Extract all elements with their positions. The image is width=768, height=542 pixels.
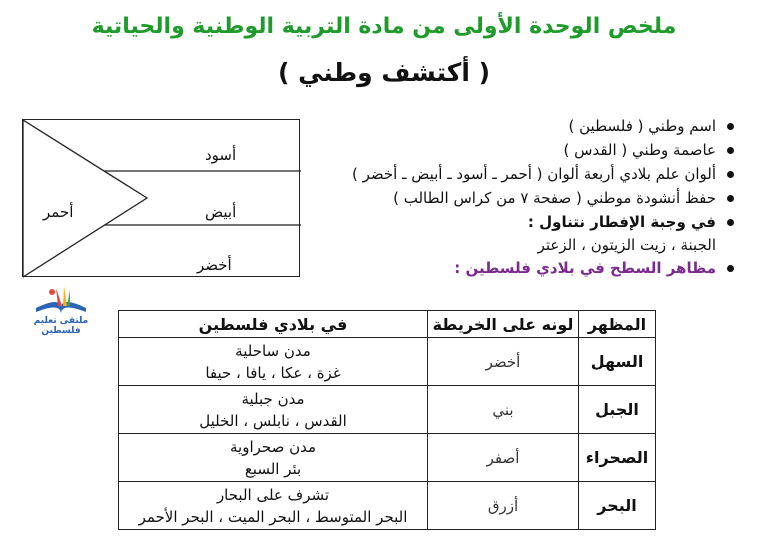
location-line: القدس ، نابلس ، الخليل bbox=[199, 411, 347, 430]
flag-diagram bbox=[22, 119, 300, 277]
feature-location bbox=[119, 482, 428, 530]
site-logo bbox=[18, 282, 104, 336]
feature-color: أصفر bbox=[428, 434, 579, 482]
table-row bbox=[119, 434, 656, 482]
flag-triangle bbox=[23, 120, 147, 277]
list-item: حفظ أنشودة موطني ( صفحة ٧ من كراس الطالب ) bbox=[298, 186, 738, 210]
feature-color: أخضر bbox=[428, 338, 579, 386]
flag-label-black: أسود bbox=[205, 146, 237, 164]
list-item: ألوان علم بلادي أربعة ألوان ( أحمر ـ أسود ـ أبيض ـ أخضر ) bbox=[298, 162, 738, 186]
facts-list bbox=[298, 114, 738, 280]
feature-name: السهل bbox=[579, 338, 656, 386]
location-line: تشرف على البحار bbox=[216, 485, 330, 504]
table-header-row bbox=[119, 311, 656, 338]
page-title: ملخص الوحدة الأولى من مادة التربية الوطنية والحياتية bbox=[91, 14, 677, 39]
flag-label-white: أبيض bbox=[205, 203, 237, 221]
table-row bbox=[119, 338, 656, 386]
list-item-breakfast: في وجبة الإفطار نتناول : bbox=[298, 210, 738, 234]
breakfast-items: الجبنة ، زيت الزيتون ، الزعتر bbox=[537, 236, 716, 254]
flag-label-red: أحمر bbox=[43, 203, 74, 221]
table-header: المظهر bbox=[579, 311, 656, 338]
location-line: غزة ، عكا ، يافا ، حيفا bbox=[205, 363, 341, 382]
list-item: اسم وطني ( فلسطين ) bbox=[298, 114, 738, 138]
list-item-surface: مظاهر السطح في بلادي فلسطين : bbox=[298, 256, 738, 280]
location-line: مدن جبلية bbox=[241, 389, 305, 408]
feature-color: بني bbox=[428, 386, 579, 434]
feature-location bbox=[119, 434, 428, 482]
logo-text: ملتقى تعليم فلسطين bbox=[33, 316, 89, 336]
list-item: عاصمة وطني ( القدس ) bbox=[298, 138, 738, 162]
table-header: لونه على الخريطة bbox=[428, 311, 579, 338]
feature-location bbox=[119, 338, 428, 386]
flag-outline bbox=[23, 120, 301, 278]
flag-label-green: أخضر bbox=[197, 256, 232, 274]
table-row bbox=[119, 482, 656, 530]
feature-name: الصحراء bbox=[579, 434, 656, 482]
feature-name: البحر bbox=[579, 482, 656, 530]
feature-location bbox=[119, 386, 428, 434]
feature-name: الجبل bbox=[579, 386, 656, 434]
surface-features-table bbox=[118, 310, 656, 530]
book-icon bbox=[18, 282, 104, 316]
page-subtitle: ( أكتشف وطني ) bbox=[277, 58, 491, 87]
location-line: بئر السبع bbox=[244, 459, 302, 478]
feature-color: أزرق bbox=[428, 482, 579, 530]
location-line: البحر المتوسط ، البحر الميت ، البحر الأحمر bbox=[138, 507, 408, 526]
location-line: مدن صحراوية bbox=[229, 437, 316, 456]
table-row bbox=[119, 386, 656, 434]
location-line: مدن ساحلية bbox=[235, 341, 311, 360]
table-header: في بلادي فلسطين bbox=[119, 311, 428, 338]
